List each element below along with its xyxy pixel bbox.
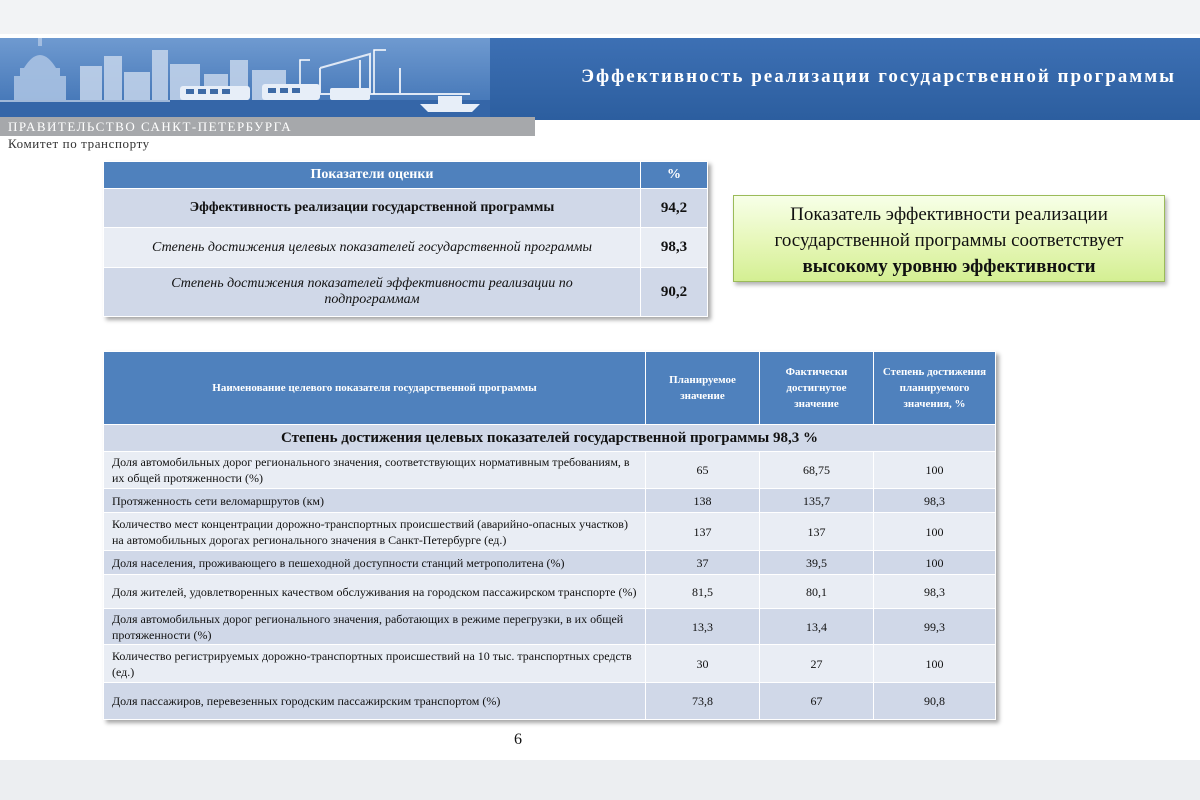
- degree-value: 100: [874, 452, 996, 489]
- degree-value: 99,3: [874, 609, 996, 645]
- planned-value: 30: [646, 645, 760, 683]
- slide: [0, 34, 1200, 760]
- callout-text: Показатель эффективности реализации государственной программы соответствует: [774, 204, 1124, 251]
- planned-value: 73,8: [646, 683, 760, 720]
- table-row: [104, 489, 996, 513]
- actual-value: 135,7: [760, 489, 874, 513]
- column-header: Показатели оценки: [104, 162, 641, 189]
- planned-value: 37: [646, 551, 760, 575]
- planned-value: 65: [646, 452, 760, 489]
- actual-value: 68,75: [760, 452, 874, 489]
- actual-value: 67: [760, 683, 874, 720]
- degree-value: 98,3: [874, 575, 996, 609]
- indicators-table: [103, 161, 708, 317]
- target-name: Доля жителей, удовлетворенных качеством обслуживания на городском пассажирском транспорте (%): [104, 575, 646, 609]
- actual-value: 13,4: [760, 609, 874, 645]
- target-name: Доля населения, проживающего в пешеходной доступности станций метрополитена (%): [104, 551, 646, 575]
- table-row: [104, 645, 996, 683]
- city-skyline-image: [0, 38, 490, 120]
- targets-header-row: [104, 352, 996, 425]
- table-row: [104, 452, 996, 489]
- degree-value: 100: [874, 513, 996, 551]
- column-header: %: [641, 162, 708, 189]
- degree-value: 100: [874, 551, 996, 575]
- indicator-label: Эффективность реализации государственной программы: [104, 189, 641, 228]
- table-row: [104, 609, 996, 645]
- section-title: Степень достижения целевых показателей государственной программы 98,3 %: [104, 425, 996, 452]
- degree-value: 100: [874, 645, 996, 683]
- column-header: Фактически достигнутое значение: [760, 352, 874, 425]
- actual-value: 27: [760, 645, 874, 683]
- column-header: Наименование целевого показателя государственной программы: [104, 352, 646, 425]
- target-name: Количество регистрируемых дорожно-транспортных происшествий на 10 тыс. транспортных средств (ед.): [104, 645, 646, 683]
- target-name: Доля пассажиров, перевезенных городским пассажирским транспортом (%): [104, 683, 646, 720]
- degree-value: 98,3: [874, 489, 996, 513]
- indicator-value: 90,2: [641, 268, 708, 317]
- degree-value: 90,8: [874, 683, 996, 720]
- table-row: [104, 513, 996, 551]
- target-name: Количество мест концентрации дорожно-транспортных происшествий (аварийно-опасных участков) на автомобильных дорогах регионального значения в Санкт-Петербурге (ед.): [104, 513, 646, 551]
- actual-value: 80,1: [760, 575, 874, 609]
- table-row: [104, 189, 708, 228]
- targets-table: [103, 351, 996, 720]
- planned-value: 81,5: [646, 575, 760, 609]
- table-row: [104, 683, 996, 720]
- actual-value: 39,5: [760, 551, 874, 575]
- indicator-value: 98,3: [641, 228, 708, 268]
- government-name: ПРАВИТЕЛЬСТВО САНКТ-ПЕТЕРБУРГА: [8, 119, 293, 134]
- target-name: Доля автомобильных дорог регионального значения, соответствующих нормативным требованиям, в их общей протяженности (%): [104, 452, 646, 489]
- indicator-value: 94,2: [641, 189, 708, 228]
- callout-emphasis: высокому уровню эффективности: [802, 256, 1096, 277]
- section-row: [104, 425, 996, 452]
- table-row: [104, 228, 708, 268]
- committee-name: Комитет по транспорту: [8, 136, 150, 151]
- table-row: [104, 551, 996, 575]
- footer-strip: [0, 760, 1200, 800]
- planned-value: 137: [646, 513, 760, 551]
- indicator-label: Степень достижения целевых показателей государственной программы: [104, 228, 641, 268]
- column-header: Степень достижения планируемого значения, %: [874, 352, 996, 425]
- planned-value: 138: [646, 489, 760, 513]
- column-header: Планируемое значение: [646, 352, 760, 425]
- target-name: Протяженность сети веломаршрутов (км): [104, 489, 646, 513]
- planned-value: 13,3: [646, 609, 760, 645]
- table-row: [104, 575, 996, 609]
- target-name: Доля автомобильных дорог регионального значения, работающих в режиме перегрузки, в их общей протяженности (%): [104, 609, 646, 645]
- table-row: [104, 268, 708, 317]
- page-number: 6: [514, 731, 522, 748]
- efficiency-callout: [733, 195, 1165, 282]
- indicators-header-row: [104, 162, 708, 189]
- actual-value: 137: [760, 513, 874, 551]
- slide-title: Эффективность реализации государственной программы: [581, 66, 1176, 87]
- indicator-label: Степень достижения показателей эффективности реализации по подпрограммам: [104, 268, 641, 317]
